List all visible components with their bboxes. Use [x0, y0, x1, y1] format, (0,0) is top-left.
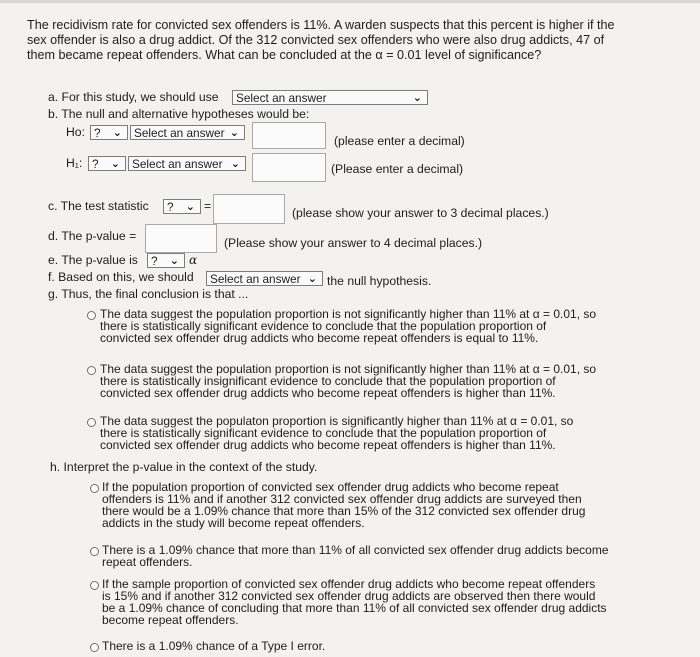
option-line: there would be a 1.09% chance that more than 15% of the 312 convicted sex offender drug [102, 504, 586, 518]
alpha-symbol: α [189, 253, 198, 267]
option-line: there is statistically insignificant evidence to conclude that the population proportion of [100, 374, 556, 388]
option-line: If the sample proportion of convicted sex offender drug addicts who become repeat offenders [102, 577, 596, 591]
part-b-label: b. The null and alternative hypotheses would be: [48, 107, 310, 121]
question-line-1: The recidivism rate for convicted sex offenders is 11%. A warden suspects that this percent is higher if the [27, 18, 615, 32]
question-line-3: them became repeat offenders. What can be concluded at the α = 0.01 level of significance? [27, 48, 542, 62]
chevron-down-icon: ⌄ [185, 201, 195, 213]
h0-value-input[interactable] [252, 122, 326, 149]
part-d-note: (Please show your answer to 4 decimal places.) [224, 236, 483, 250]
option-line: There is a 1.09% chance that more than 11% of all convicted sex offender drug addicts become [102, 543, 609, 557]
equals-sign: = [204, 199, 212, 213]
decision-select-value: Select an answer [210, 272, 301, 286]
h0-relation-select-value: Select an answer [134, 126, 225, 140]
radio-button[interactable] [87, 366, 96, 375]
option-line: convicted sex offender drug addicts who become repeat offenders is higher than 11%. [100, 438, 556, 452]
h0-label: Ho: [66, 125, 85, 139]
option-line: convicted sex offender drug addicts who become repeat offenders is higher than 11%. [100, 386, 556, 400]
h1-label: H₁: [66, 156, 83, 170]
option-line: offenders is 11% and if another 312 convicted sex offender drug addicts are surveyed then [102, 492, 582, 506]
h1-value-input[interactable] [252, 153, 326, 182]
part-f-suffix: the null hypothesis. [327, 274, 432, 288]
option-line: repeat offenders. [102, 555, 193, 569]
p-value-input[interactable] [145, 224, 217, 253]
top-divider [0, 0, 700, 3]
option-line: If the population proportion of convicted sex offender drug addicts who become repeat [102, 480, 559, 494]
test-statistic-input[interactable] [213, 194, 285, 224]
radio-button[interactable] [90, 581, 99, 590]
h0-parameter-select-value: ? [94, 126, 101, 140]
option-line: The data suggest the populaton proportion is significantly higher than 11% at α = 0.01, so [100, 414, 574, 428]
part-e-label: e. The p-value is [48, 253, 138, 267]
option-line: become repeat offenders. [102, 613, 239, 627]
chevron-down-icon: ⌄ [110, 158, 120, 170]
option-line: there is statistically significant evidence to conclude that the population proportion of [100, 319, 547, 333]
chevron-down-icon: ⌄ [307, 273, 317, 285]
test-statistic-select-value: ? [167, 200, 174, 214]
p-value-comparison-select[interactable] [147, 253, 185, 268]
h0-parameter-select[interactable] [90, 125, 128, 140]
h1-parameter-select-value: ? [92, 157, 99, 171]
test-statistic-select[interactable] [163, 199, 201, 214]
option-line: there is statistically significant evidence to conclude that the population proportion of [100, 426, 547, 440]
chevron-down-icon: ⌄ [412, 92, 422, 104]
part-c-note: (please show your answer to 3 decimal places.) [292, 206, 549, 220]
chevron-down-icon: ⌄ [112, 127, 122, 139]
question-line-2: sex offender is also a drug addict. Of the 312 convicted sex offenders who were also drug addicts, 47 of [27, 33, 605, 47]
h1-parameter-select[interactable] [88, 156, 126, 171]
radio-button[interactable] [87, 418, 96, 427]
option-line: convicted sex offender drug addicts who become repeat offenders is equal to 11%. [100, 331, 539, 345]
decision-select[interactable] [206, 271, 323, 286]
question-prompt [27, 18, 667, 63]
h1-note: (Please enter a decimal) [331, 162, 464, 176]
chevron-down-icon: ⌄ [229, 127, 239, 139]
radio-button[interactable] [90, 643, 99, 652]
option-line: be a 1.09% chance of concluding that more than 11% of all convicted sex offender drug addicts [102, 601, 607, 615]
part-g-label: g. Thus, the final conclusion is that ... [48, 287, 249, 301]
h1-relation-select[interactable] [128, 156, 246, 171]
part-h-label: h. Interpret the p-value in the context of the study. [50, 460, 318, 474]
h0-relation-select[interactable] [130, 125, 245, 140]
option-line: The data suggest the population proportion is not significantly higher than 11% at α = 0.01, so [100, 362, 597, 376]
part-c-label: c. The test statistic [48, 199, 149, 213]
option-line: There is a 1.09% chance of a Type I error. [102, 639, 326, 653]
part-f-label: f. Based on this, we should [48, 270, 194, 284]
h1-relation-select-value: Select an answer [132, 157, 223, 171]
radio-button[interactable] [90, 547, 99, 556]
radio-button[interactable] [87, 311, 96, 320]
h0-note: (please enter a decimal) [334, 134, 465, 148]
option-line: The data suggest the population proportion is not significantly higher than 11% at α = 0.01, so [100, 307, 597, 321]
part-a-label: a. For this study, we should use [48, 90, 219, 104]
option-line: addicts in the study will become repeat offenders. [102, 516, 365, 530]
option-line: is 15% and if another 312 convicted sex offender drug addicts are observed then there would [102, 589, 596, 603]
chevron-down-icon: ⌄ [230, 158, 240, 170]
study-type-select[interactable] [232, 90, 428, 105]
chevron-down-icon: ⌄ [169, 255, 179, 267]
part-d-label: d. The p-value = [48, 229, 137, 243]
study-type-select-value: Select an answer [236, 91, 327, 105]
radio-button[interactable] [90, 484, 99, 493]
p-value-comparison-select-value: ? [151, 254, 158, 268]
